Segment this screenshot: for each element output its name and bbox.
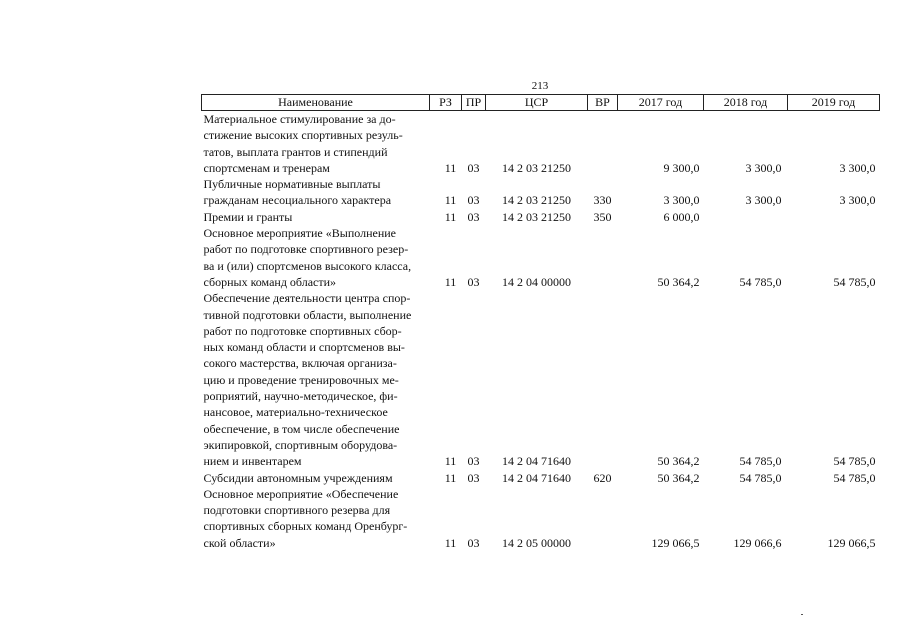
name-line: экипировкой, спортивным оборудова-	[203, 437, 398, 452]
name-line: тивной подготовки области, выполнение	[203, 307, 412, 322]
name-line: спортивных сборных команд Оренбург-	[203, 519, 408, 534]
header-2017: 2017 год	[618, 95, 704, 111]
cell-2018: 129 066,6	[733, 535, 782, 550]
cell-name	[202, 290, 430, 469]
name-line: ных команд области и спортсменов вы-	[203, 340, 405, 355]
table-row	[202, 290, 880, 469]
cell-pr: 03	[467, 535, 480, 550]
header-pr: ПР	[462, 95, 486, 111]
cell-rz: 11	[444, 470, 457, 485]
cell-csr: 14 2 04 71640	[502, 470, 571, 485]
cell-csr: 14 2 03 21250	[502, 160, 571, 175]
name-line: Основное мероприятие «Обеспечение	[203, 486, 399, 501]
cell-2017: 3 300,0	[663, 193, 700, 208]
cell-rz: 11	[444, 274, 457, 289]
cell-2018: 3 300,0	[745, 193, 782, 208]
cell-rz: 11	[444, 535, 457, 550]
name-line: нансовое, материально-техническое	[203, 405, 388, 420]
name-line: подготовки спортивного резерва для	[203, 503, 391, 518]
name-line: сокого мастерства, включая организа-	[203, 356, 397, 371]
cell-2017: 129 066,5	[651, 535, 700, 550]
cell-pr: 03	[467, 470, 480, 485]
scan-mark	[801, 614, 803, 615]
cell-2018: 54 785,0	[739, 274, 782, 289]
header-csr: ЦСР	[486, 95, 588, 111]
cell-2019	[788, 209, 880, 225]
cell-pr: 03	[467, 193, 480, 208]
cell-name	[202, 209, 430, 225]
table-row	[202, 111, 880, 177]
name-line: нием и инвентарем	[203, 454, 302, 469]
name-line: татов, выплата грантов и стипендий	[203, 144, 388, 159]
page-number: 213	[531, 80, 549, 92]
cell-vr: 620	[593, 470, 612, 485]
cell-2019: 3 300,0	[839, 160, 876, 175]
name-line: роприятий, научно-методическое, фи-	[203, 389, 398, 404]
header-2018: 2018 год	[704, 95, 788, 111]
cell-vr	[588, 111, 618, 177]
name-line: Субсидии автономным учреждениям	[203, 470, 393, 485]
cell-2017: 9 300,0	[663, 160, 700, 175]
cell-name	[202, 486, 430, 551]
cell-rz: 11	[444, 160, 457, 175]
name-line: Основное мероприятие «Выполнение	[203, 226, 396, 241]
table-header	[202, 95, 880, 111]
cell-2018: 54 785,0	[739, 470, 782, 485]
table-row	[202, 225, 880, 290]
cell-csr: 14 2 03 21250	[502, 209, 571, 224]
name-line: Материальное стимулирование за до-	[203, 112, 396, 126]
name-line: работ по подготовке спортивного резер-	[203, 242, 409, 257]
header-name: Наименование	[202, 95, 430, 111]
name-line: Премии и гранты	[203, 209, 293, 224]
header-2019: 2019 год	[788, 95, 880, 111]
cell-vr	[588, 225, 618, 290]
cell-2018: 54 785,0	[739, 454, 782, 469]
name-line: гражданам несоциального характера	[203, 193, 392, 208]
cell-vr: 350	[593, 209, 612, 224]
table-row	[202, 470, 880, 486]
cell-csr: 14 2 04 00000	[502, 274, 571, 289]
cell-vr: 330	[593, 193, 612, 208]
table-row	[202, 486, 880, 551]
cell-rz: 11	[444, 209, 457, 224]
table-body	[202, 111, 880, 552]
name-line: Обеспечение деятельности центра спор-	[203, 291, 411, 306]
cell-csr: 14 2 04 71640	[502, 454, 571, 469]
cell-vr	[588, 290, 618, 469]
cell-2019: 129 066,5	[827, 535, 876, 550]
cell-name	[202, 225, 430, 290]
header-row	[202, 95, 880, 111]
cell-2017: 50 364,2	[657, 454, 700, 469]
header-vr: ВР	[588, 95, 618, 111]
name-line: обеспечение, в том числе обеспечение	[203, 421, 400, 436]
cell-name	[202, 470, 430, 486]
cell-2017: 50 364,2	[657, 274, 700, 289]
name-line: спортсменам и тренерам	[203, 160, 330, 175]
cell-csr: 14 2 03 21250	[502, 193, 571, 208]
cell-pr: 03	[467, 160, 480, 175]
cell-csr: 14 2 05 00000	[502, 535, 571, 550]
cell-2019: 54 785,0	[833, 274, 876, 289]
cell-2019: 54 785,0	[833, 470, 876, 485]
name-line: сборных команд области»	[203, 274, 337, 289]
table-row	[202, 209, 880, 225]
cell-pr: 03	[467, 209, 480, 224]
cell-2017: 50 364,2	[657, 470, 700, 485]
budget-table	[201, 94, 880, 551]
name-line: ва и (или) спортсменов высокого класса,	[203, 258, 412, 273]
cell-name	[202, 111, 430, 177]
table-row	[202, 176, 880, 209]
name-line: Публичные нормативные выплаты	[203, 177, 381, 192]
cell-name	[202, 176, 430, 209]
cell-2018	[704, 209, 788, 225]
cell-vr	[588, 486, 618, 551]
cell-pr: 03	[467, 454, 480, 469]
cell-pr: 03	[467, 274, 480, 289]
cell-2019: 54 785,0	[833, 454, 876, 469]
name-line: работ по подготовке спортивных сбор-	[203, 323, 402, 338]
cell-2017: 6 000,0	[663, 209, 700, 224]
name-line: стижение высоких спортивных резуль-	[203, 128, 403, 143]
name-line: цию и проведение тренировочных ме-	[203, 372, 399, 387]
cell-2019: 3 300,0	[839, 193, 876, 208]
cell-rz: 11	[444, 193, 457, 208]
cell-rz: 11	[444, 454, 457, 469]
header-rz: РЗ	[430, 95, 462, 111]
name-line: ской области»	[203, 535, 276, 550]
cell-2018: 3 300,0	[745, 160, 782, 175]
